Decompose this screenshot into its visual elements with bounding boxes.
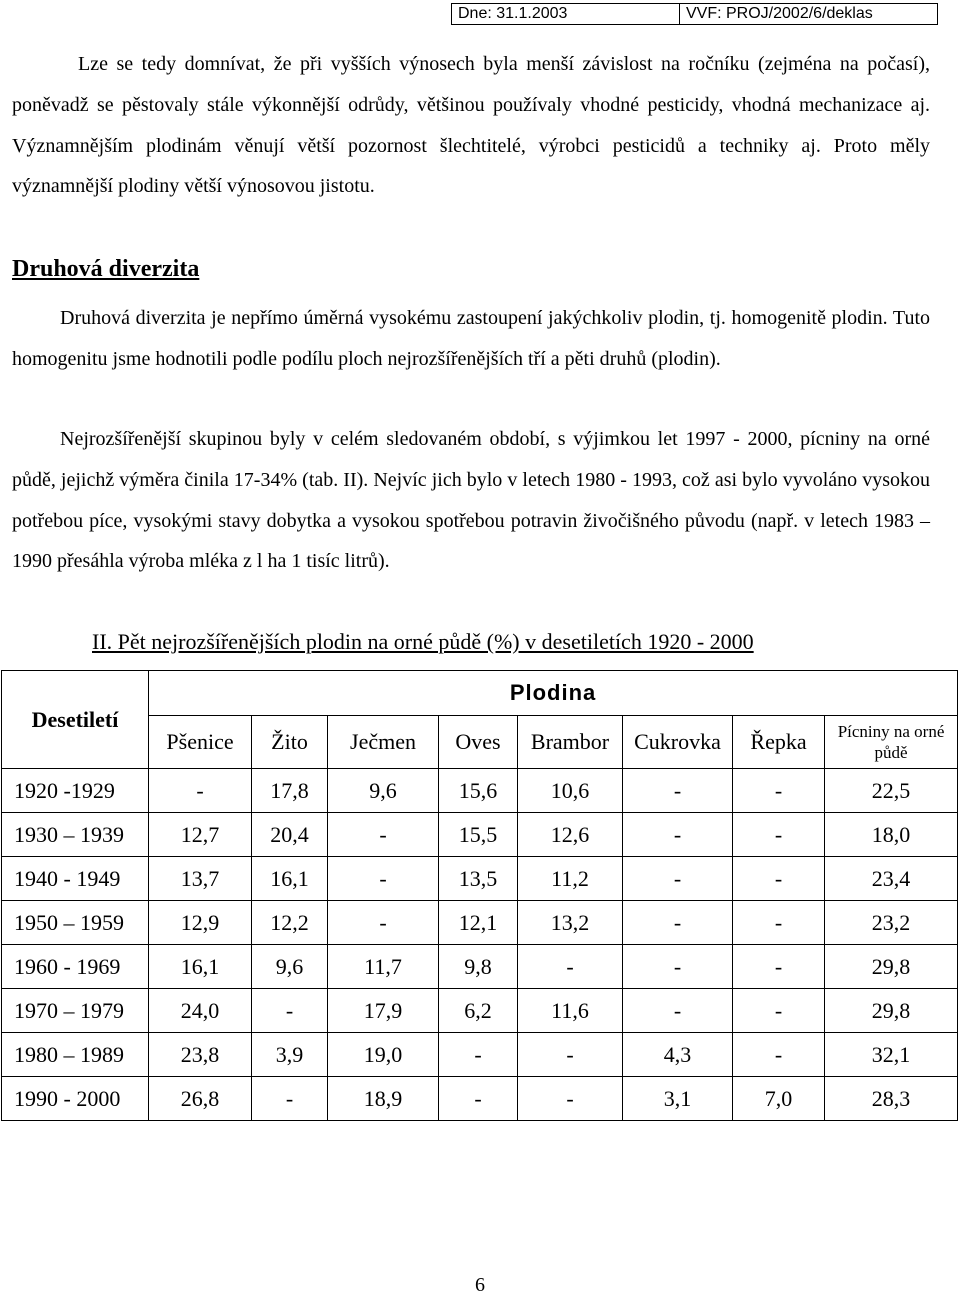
value-cell: 18,9 — [328, 1077, 439, 1121]
page-number: 6 — [475, 1274, 485, 1296]
table-row — [2, 813, 958, 857]
period-cell: 1960 - 1969 — [2, 945, 149, 989]
value-cell: - — [623, 989, 733, 1033]
value-cell: 3,9 — [252, 1033, 328, 1077]
value-cell: 32,1 — [825, 1033, 958, 1077]
value-cell: 3,1 — [623, 1077, 733, 1121]
value-cell: - — [733, 813, 825, 857]
crops-table — [1, 670, 958, 1121]
value-cell: 12,6 — [518, 813, 623, 857]
value-cell: 26,8 — [149, 1077, 252, 1121]
period-cell: 1930 – 1939 — [2, 813, 149, 857]
crop-header: Pšenice — [149, 716, 252, 769]
crop-header: Cukrovka — [623, 716, 733, 769]
period-header: Desetiletí — [2, 671, 149, 769]
value-cell: 9,6 — [328, 769, 439, 813]
value-cell: 15,5 — [439, 813, 518, 857]
value-cell: 20,4 — [252, 813, 328, 857]
value-cell: 18,0 — [825, 813, 958, 857]
section-heading: Druhová diverzita — [12, 256, 200, 282]
period-cell: 1920 -1929 — [2, 769, 149, 813]
value-cell: 13,2 — [518, 901, 623, 945]
value-cell: - — [733, 945, 825, 989]
value-cell: 9,8 — [439, 945, 518, 989]
header-date: Dne: 31.1.2003 — [451, 3, 680, 25]
value-cell: - — [328, 813, 439, 857]
table-row — [2, 769, 958, 813]
table-body — [2, 769, 958, 1121]
period-cell: 1970 – 1979 — [2, 989, 149, 1033]
value-cell: 6,2 — [439, 989, 518, 1033]
period-cell: 1980 – 1989 — [2, 1033, 149, 1077]
value-cell: 12,9 — [149, 901, 252, 945]
table-row — [2, 989, 958, 1033]
value-cell: 16,1 — [149, 945, 252, 989]
value-cell: - — [623, 813, 733, 857]
value-cell: - — [623, 769, 733, 813]
value-cell: - — [328, 857, 439, 901]
period-cell: 1990 - 2000 — [2, 1077, 149, 1121]
crop-group-header: Plodina — [149, 671, 958, 716]
value-cell: - — [252, 989, 328, 1033]
value-cell: 23,2 — [825, 901, 958, 945]
value-cell: 29,8 — [825, 989, 958, 1033]
crop-header: Oves — [439, 716, 518, 769]
table-row — [2, 1077, 958, 1121]
value-cell: 12,7 — [149, 813, 252, 857]
value-cell: 12,1 — [439, 901, 518, 945]
period-cell: 1940 - 1949 — [2, 857, 149, 901]
value-cell: 19,0 — [328, 1033, 439, 1077]
crop-header: Pícniny na orné půdě — [825, 716, 958, 769]
value-cell: 15,6 — [439, 769, 518, 813]
value-cell: 11,6 — [518, 989, 623, 1033]
value-cell: - — [518, 1077, 623, 1121]
value-cell: 11,2 — [518, 857, 623, 901]
value-cell: - — [623, 901, 733, 945]
value-cell: 4,3 — [623, 1033, 733, 1077]
paragraph-diversity: Druhová diverzita je nepřímo úměrná vysokému zastoupení jakýchkoliv plodin, tj. homogenitě plodin. Tuto homogenitu jsme hodnotili podle podílu ploch nejrozšířenějších tří a pěti druhů (plodin). — [12, 307, 930, 370]
crop-header: Řepka — [733, 716, 825, 769]
value-cell: 23,4 — [825, 857, 958, 901]
crop-header: Brambor — [518, 716, 623, 769]
table-row — [2, 945, 958, 989]
value-cell: 29,8 — [825, 945, 958, 989]
value-cell: - — [252, 1077, 328, 1121]
value-cell: - — [149, 769, 252, 813]
value-cell: - — [439, 1033, 518, 1077]
value-cell: 22,5 — [825, 769, 958, 813]
paragraph-largest-group: Nejrozšířenější skupinou byly v celém sledovaném období, s výjimkou let 1997 - 2000, pícniny na orné půdě, jejichž výměra činila 17-34% (tab. II). Nejvíc jich bylo v letech 1980 - 1993, což asi bylo vyvoláno vysokou potřebou píce, vysokými stavy dobytka a vysokou spotřebou potravin živočišného původu (např. v letech 1983 – 1990 přesáhla výroba mléka z l ha 1 tisíc litrů). — [12, 428, 930, 573]
value-cell: 28,3 — [825, 1077, 958, 1121]
table-row — [2, 1033, 958, 1077]
paragraph-intro: Lze se tedy domnívat, že při vyšších výnosech byla menší závislost na ročníku (zejména na počasí), poněvadž se pěstovaly stále výkonnější odrůdy, většinou používaly vhodné pesticidy, vhodná mechanizace aj. Významnějším plodinám věnují větší pozornost šlechtitelé, výrobci pesticidů a techniky aj. Proto měly významnější plodiny větší výnosovou jistotu. — [12, 53, 930, 198]
value-cell: 17,8 — [252, 769, 328, 813]
value-cell: - — [439, 1077, 518, 1121]
crop-header: Ječmen — [328, 716, 439, 769]
value-cell: 16,1 — [252, 857, 328, 901]
value-cell: - — [733, 769, 825, 813]
value-cell: - — [733, 1033, 825, 1077]
value-cell: 13,7 — [149, 857, 252, 901]
header-reference: VVF: PROJ/2002/6/deklas — [679, 3, 938, 25]
crop-header: Žito — [252, 716, 328, 769]
value-cell: - — [518, 1033, 623, 1077]
value-cell: - — [733, 857, 825, 901]
value-cell: 11,7 — [328, 945, 439, 989]
value-cell: - — [518, 945, 623, 989]
table-row — [2, 857, 958, 901]
value-cell: 17,9 — [328, 989, 439, 1033]
value-cell: 9,6 — [252, 945, 328, 989]
table-caption: II. Pět nejrozšířenějších plodin na orné půdě (%) v desetiletích 1920 - 2000 — [92, 629, 754, 654]
value-cell: - — [328, 901, 439, 945]
value-cell: - — [733, 901, 825, 945]
value-cell: - — [623, 945, 733, 989]
table-row — [2, 901, 958, 945]
value-cell: 12,2 — [252, 901, 328, 945]
value-cell: 23,8 — [149, 1033, 252, 1077]
value-cell: 24,0 — [149, 989, 252, 1033]
value-cell: 7,0 — [733, 1077, 825, 1121]
value-cell: 10,6 — [518, 769, 623, 813]
value-cell: - — [623, 857, 733, 901]
value-cell: 13,5 — [439, 857, 518, 901]
period-cell: 1950 – 1959 — [2, 901, 149, 945]
value-cell: - — [733, 989, 825, 1033]
